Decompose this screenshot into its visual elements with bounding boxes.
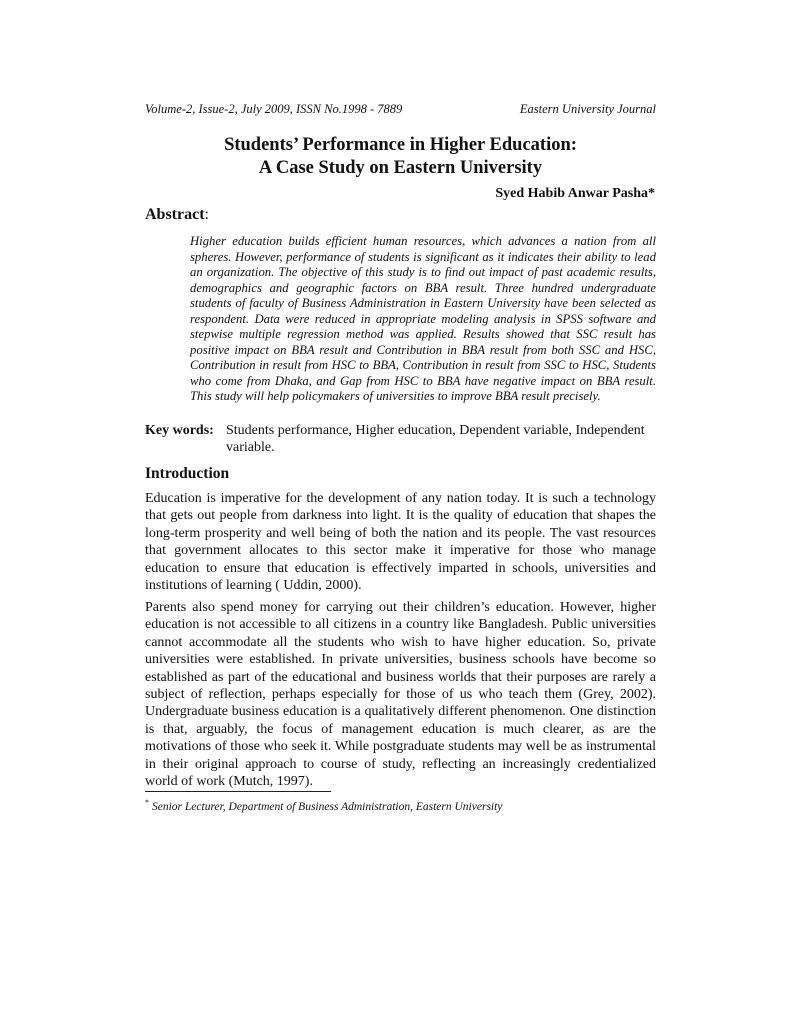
author-name: Syed Habib Anwar Pasha* [495, 186, 655, 201]
abstract-body: Higher education builds efficient human resources, which advances a nation from all spheres. However, performance of students is significant as it indicates their ability to lead an organization. The objective of this study is to find out impact of past academic results, demographics and geographic factors on BBA result. Three hundred undergraduate students of faculty of Business Administration in Eastern University have been selected as respondent. Data were reduced in appropriate modeling analysis in SPSS software and stepwise multiple regression method was applied. Results showed that SSC result has positive impact on BBA result and Contribution in BBA result from both SSC and HSC, Contribution in result from HSC to BBA, Contribution in result from SSC to HSC, Students who come from Dhaka, and Gap from HSC to BBA have negative impact on BBA result. This study will help policymakers of universities to improve BBA result precisely. [190, 234, 656, 403]
footnote-divider [145, 791, 331, 792]
footnote [145, 798, 502, 813]
introduction-paragraph-2: Parents also spend money for carrying out their children’s education. However, higher education is not accessible to all citizens in a country like Bangladesh. Public universities cannot accommodate all the students who wish to have higher education. So, private universities were established. In private universities, business schools have become so established as part of the educational and business worlds that their purposes are rarely a subject of reflection, perhaps especially for those of us who teach them (Grey, 2002). Undergraduate business education is a qualitatively different phenomenon. One distinction is that, arguably, the focus of management education is much clearer, as are the motivations of those who seek it. While postgraduate students may well be as instrumental in their original approach to course of study, reflecting an increasingly credentialized world of work (Mutch, 1997). [145, 600, 656, 790]
footnote-marker: * [145, 798, 149, 807]
introduction-heading: Introduction [145, 465, 230, 482]
abstract-heading-label: Abstract [145, 206, 205, 223]
keywords-text: Students performance, Higher education, Dependent variable, Independent variable. [226, 423, 645, 455]
paper-title-line-1: Students’ Performance in Higher Education: [224, 135, 577, 155]
journal-volume-header: Volume-2, Issue-2, July 2009, ISSN No.1998 - 7889 [145, 102, 403, 116]
abstract-heading [145, 206, 209, 224]
abstract-heading-colon: : [204, 206, 209, 223]
keywords-label: Key words: [145, 423, 214, 438]
journal-name-header: Eastern University Journal [519, 102, 656, 116]
introduction-paragraph-1: Education is imperative for the development of any nation today. It is such a technology that gets out people from darkness into light. It is the quality of education that shapes the long-term prosperity and well being of both the nation and its people. The vast resources that government allocates to this sector make it imperative for those who manage education to ensure that education is effectively imparted in schools, universities and institutions of learning ( Uddin, 2000). [145, 491, 656, 594]
footnote-text: Senior Lecturer, Department of Business Administration, Eastern University [152, 801, 503, 813]
keywords-block [145, 422, 656, 456]
paper-title-line-2: A Case Study on Eastern University [258, 158, 543, 178]
